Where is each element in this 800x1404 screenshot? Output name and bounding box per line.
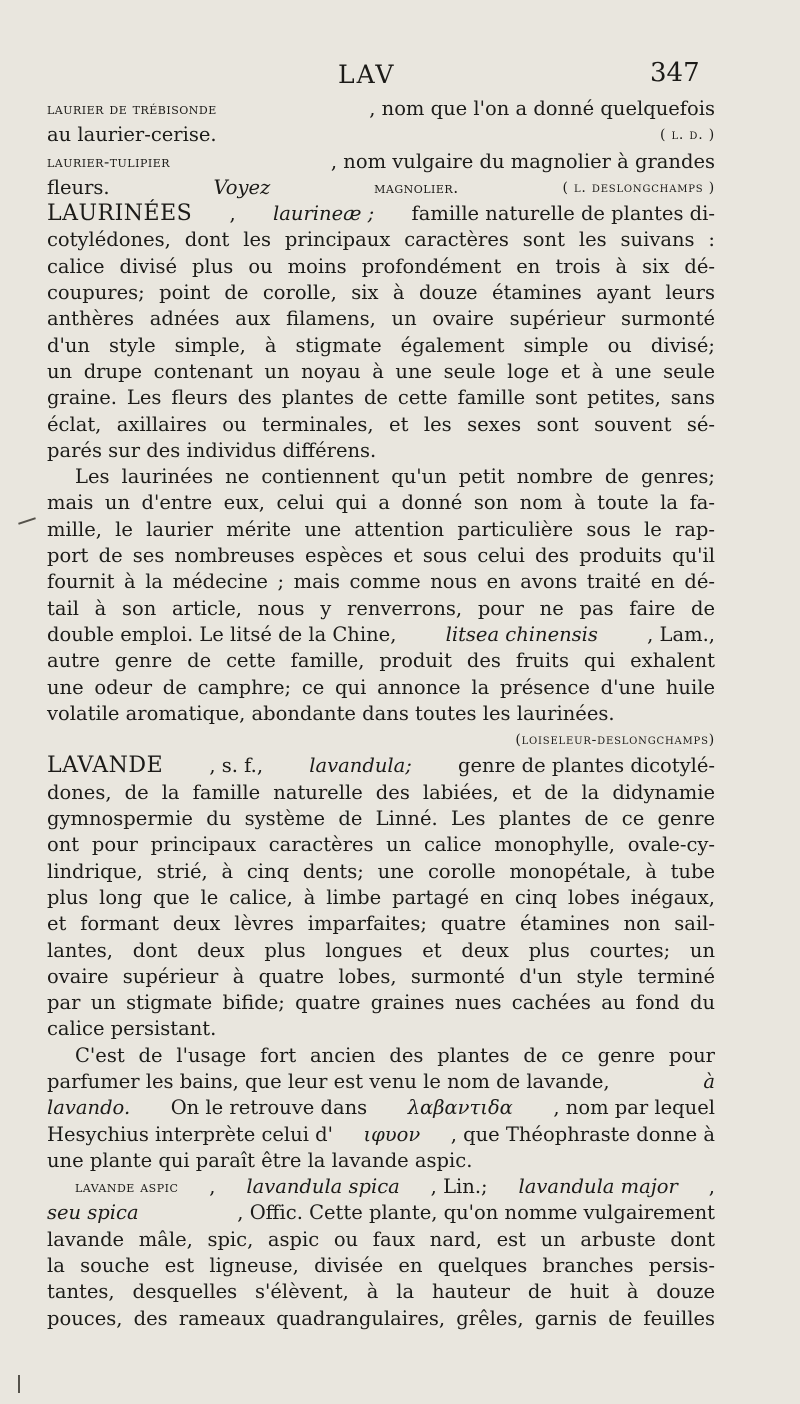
page-number: 347 xyxy=(650,58,700,88)
text-line xyxy=(47,806,715,832)
text-line xyxy=(47,1122,715,1148)
text-line xyxy=(47,149,715,175)
text-line xyxy=(47,1279,715,1305)
text-run: port de ses nombreuses espèces et sous celui des produits qu'il xyxy=(47,544,715,568)
text-run: anthères adnées aux filamens, un ovaire supérieur surmonté xyxy=(47,307,715,331)
text-run: dones, de la famille naturelle des labiées, et de la didynamie xyxy=(47,780,715,804)
text-run: tantes, desquelles s'élèvent, à la hauteur de huit à douze xyxy=(47,1280,715,1304)
text-line xyxy=(47,622,715,648)
text-line xyxy=(47,990,715,1016)
text-line xyxy=(47,885,715,911)
text-run: lavandula; xyxy=(309,754,412,778)
text-run: Voyez xyxy=(213,175,271,199)
author-signature: (loiseleur-deslongchamps) xyxy=(515,732,715,749)
text-run: , nom vulgaire du magnolier à grandes xyxy=(330,149,715,173)
text-run: plus long que le calice, à limbe partagé en cinq lobes inégaux, xyxy=(47,885,715,909)
text-run: , que Théophraste donne à xyxy=(450,1122,715,1146)
margin-pencil-mark xyxy=(18,517,36,524)
text-line xyxy=(47,938,715,964)
running-head-title: LAV xyxy=(338,60,396,89)
dictionary-entry xyxy=(47,96,715,149)
text-run: , Offic. Cette plante, qu'on nomme vulgairement xyxy=(237,1201,715,1225)
text-run: lavandula major xyxy=(518,1175,678,1199)
text-run: magnolier. xyxy=(374,178,459,197)
text-run: , nom par lequel xyxy=(553,1096,715,1120)
text-line xyxy=(47,859,715,885)
text-run: un drupe contenant un noyau à une seule loge et à une seule xyxy=(47,359,715,383)
text-run: graine. Les fleurs des plantes de cette famille sont petites, sans xyxy=(47,386,715,410)
text-line xyxy=(47,201,715,227)
text-run: lavande mâle, spic, aspic ou faux nard, est un arbuste dont xyxy=(47,1227,715,1251)
text-run: lindrique, strié, à cinq dents; une corolle monopétale, à tube xyxy=(47,859,715,883)
text-line xyxy=(47,254,715,280)
text-run: laurier-tulipier xyxy=(47,152,171,171)
text-run: parés sur des individus différens. xyxy=(47,438,377,462)
text-run: mille, le laurier mérite une attention particulière sous le rap- xyxy=(47,517,715,541)
author-signature: ( l. deslongchamps ) xyxy=(562,179,715,196)
text-line xyxy=(47,1174,715,1200)
text-line xyxy=(47,1148,715,1174)
text-run: et formant deux lèvres imparfaites; quatre étamines non sail- xyxy=(47,912,715,936)
text-run: double emploi. Le litsé de la Chine, xyxy=(47,622,397,646)
text-run: famille naturelle de plantes di- xyxy=(411,202,715,226)
text-line xyxy=(47,675,715,701)
text-run: laurineæ ; xyxy=(273,202,375,226)
text-line xyxy=(47,780,715,806)
text-run: lavandula spica xyxy=(246,1175,400,1199)
text-line xyxy=(47,227,715,253)
text-run: On le retrouve dans xyxy=(170,1096,368,1120)
text-run: , Lin.; xyxy=(430,1175,488,1199)
text-line xyxy=(47,1253,715,1279)
text-run: autre genre de cette famille, produit des fruits qui exhalent xyxy=(47,649,715,673)
text-line xyxy=(47,438,715,464)
text-run: gymnospermie du système de Linné. Les plantes de ce genre xyxy=(47,807,715,831)
text-run: mais un d'entre eux, celui qui a donné son nom à toute la fa- xyxy=(47,491,715,515)
dictionary-body-text xyxy=(47,96,715,1332)
text-run: , xyxy=(229,202,236,226)
text-run: , s. f., xyxy=(209,754,264,778)
text-line xyxy=(47,753,715,779)
text-line xyxy=(47,727,715,753)
text-line xyxy=(47,359,715,385)
text-run: lavande aspic xyxy=(75,1178,179,1197)
text-run: d'un style simple, à stigmate également simple ou divisé; xyxy=(47,333,715,357)
text-run: , nom que l'on a donné quelquefois xyxy=(369,97,715,120)
text-line xyxy=(47,964,715,990)
text-line xyxy=(47,280,715,306)
text-line xyxy=(47,911,715,937)
text-line xyxy=(47,1095,715,1121)
text-run: volatile aromatique, abondante dans toutes les laurinées. xyxy=(47,701,615,725)
running-head xyxy=(0,60,800,96)
entry-headword: LAURINÉES xyxy=(47,201,193,227)
text-run: fleurs. xyxy=(47,175,110,199)
text-line xyxy=(47,596,715,622)
text-line xyxy=(47,1016,715,1042)
text-run: ovaire supérieur à quatre lobes, surmonté d'un style terminé xyxy=(47,964,715,988)
text-line xyxy=(47,569,715,595)
text-run: laurier de trébisonde xyxy=(47,100,217,118)
text-run: cotylédones, dont les principaux caractères sont les suivans : xyxy=(47,228,715,252)
entry-headword: LAVANDE xyxy=(47,753,164,779)
text-line xyxy=(47,517,715,543)
text-run: λαβαντιδα xyxy=(407,1096,513,1120)
text-line xyxy=(47,1069,715,1095)
text-run: lavando. xyxy=(47,1096,131,1120)
text-line xyxy=(47,1043,715,1069)
text-run: , xyxy=(708,1175,715,1199)
text-line xyxy=(47,333,715,359)
text-line xyxy=(47,832,715,858)
text-line xyxy=(47,1306,715,1332)
dictionary-entry xyxy=(47,753,715,1332)
text-run: ont pour principaux caractères un calice monophylle, ovale-cy- xyxy=(47,833,715,857)
text-run: une plante qui paraît être la lavande aspic. xyxy=(47,1148,473,1172)
text-run: seu spica xyxy=(47,1201,139,1225)
text-run: coupures; point de corolle, six à douze étamines ayant leurs xyxy=(47,281,715,305)
text-run: parfumer les bains, que leur est venu le nom de lavande, xyxy=(47,1069,610,1093)
text-line xyxy=(47,648,715,674)
text-run: calice persistant. xyxy=(47,1017,217,1041)
text-line xyxy=(47,464,715,490)
text-run: tail à son article, nous y renverrons, pour ne pas faire de xyxy=(47,596,715,620)
text-run: lantes, dont deux plus longues et deux plus courtes; un xyxy=(47,938,715,962)
text-line xyxy=(47,96,715,122)
text-run: au laurier-cerise. xyxy=(47,123,217,147)
margin-pencil-mark xyxy=(18,1375,20,1393)
text-run: Les laurinées ne contiennent qu'un petit nombre de genres; xyxy=(75,465,715,489)
text-run: ιφυον xyxy=(363,1122,421,1146)
text-line xyxy=(47,490,715,516)
text-line xyxy=(47,385,715,411)
text-run: fournit à la médecine ; mais comme nous en avons traité en dé- xyxy=(47,570,715,594)
text-line xyxy=(47,306,715,332)
text-run: à xyxy=(703,1069,715,1093)
text-line xyxy=(47,122,715,148)
text-run: la souche est ligneuse, divisée en quelques branches persis- xyxy=(47,1254,715,1278)
text-run: une odeur de camphre; ce qui annonce la présence d'une huile xyxy=(47,675,715,699)
text-run: Hesychius interprète celui d' xyxy=(47,1122,333,1146)
text-run: genre de plantes dicotylé- xyxy=(458,754,715,778)
text-line xyxy=(47,701,715,727)
text-line xyxy=(47,1227,715,1253)
text-line xyxy=(47,412,715,438)
text-line xyxy=(47,543,715,569)
dictionary-entry xyxy=(47,201,715,753)
text-run: , xyxy=(209,1175,216,1199)
text-run: C'est de l'usage fort ancien des plantes de ce genre pour xyxy=(75,1043,715,1067)
text-run: calice divisé plus ou moins profondément en trois à six dé- xyxy=(47,254,715,278)
text-run: , Lam., xyxy=(647,622,715,646)
text-run: litsea chinensis xyxy=(445,622,598,646)
text-run: éclat, axillaires ou terminales, et les sexes sont souvent sé- xyxy=(47,412,715,436)
text-line xyxy=(47,1200,715,1226)
author-signature: ( l. d. ) xyxy=(659,127,715,144)
text-line xyxy=(47,175,715,201)
text-run: par un stigmate bifide; quatre graines nues cachées au fond du xyxy=(47,991,715,1015)
text-run: pouces, des rameaux quadrangulaires, grêles, garnis de feuilles xyxy=(47,1306,715,1330)
dictionary-entry xyxy=(47,149,715,202)
